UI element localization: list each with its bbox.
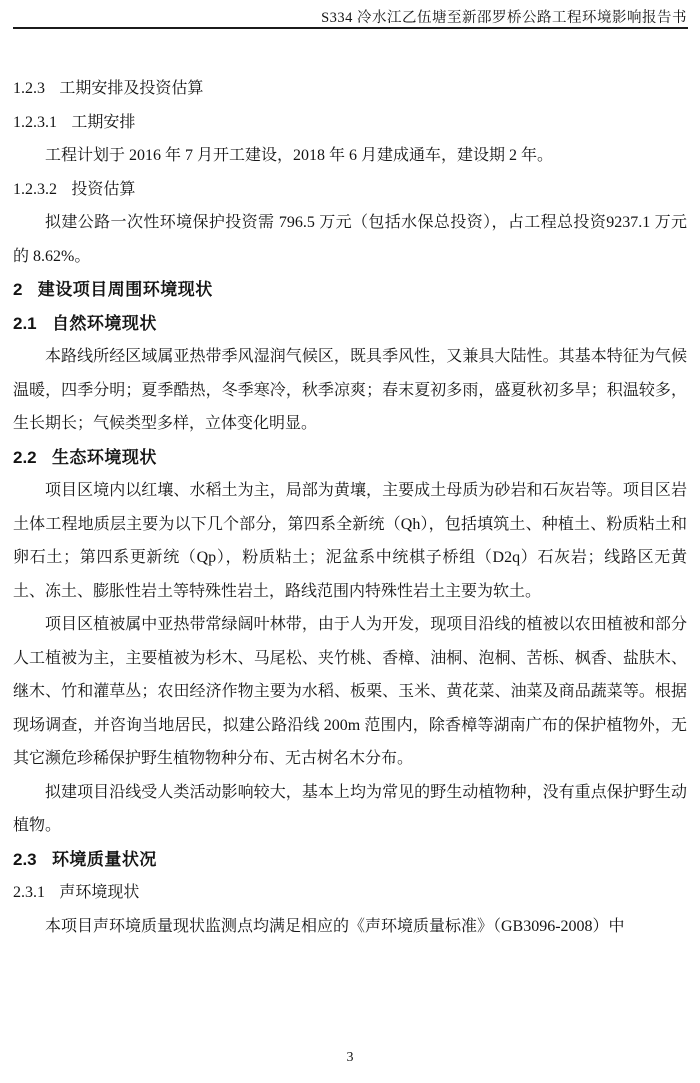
paragraph-wildlife: 拟建项目沿线受人类活动影响较大，基本上均为常见的野生动植物种，没有重点保护野生动植物。 [13,783,687,834]
heading-number: 2.3.1 [13,884,45,901]
heading-2-3-1 [13,876,687,910]
heading-title: 工期安排 [71,113,136,131]
heading-1-2-3-1 [13,106,687,140]
paragraph-investment-estimate: 拟建公路一次性环境保护投资需 796.5 万元（包括水保总投资），占工程总投资9237.1 万元的 8.62%。 [13,214,687,265]
header-rule [13,27,688,29]
heading-2-1 [13,307,687,341]
paragraph-vegetation: 项目区植被属中亚热带常绿阔叶林带，由于人为开发，现项目沿线的植被以农田植被和部分人工植被为主，主要植被为杉木、马尾松、夹竹桃、香樟、油桐、泡桐、苦栎、枫香、盐肤木、继木、竹和灌草丛；农田经济作物主要为水稻、板栗、玉米、黄花菜、油菜及商品蔬菜等。根据现场调查，并咨询当地居民，拟建公路沿线 200m 范围内，除香樟等湖南广布的保护植物外，无其它濒危珍稀保护野生植物物种分布、无古树名木分布。 [13,616,687,767]
heading-2-2 [13,441,687,475]
running-header-title: S334 冷水江乙伍塘至新邵罗桥公路工程环境影响报告书 [321,10,687,26]
heading-title: 建设项目周围环境现状 [37,280,213,299]
heading-number: 1.2.3 [13,80,45,97]
heading-title: 自然环境现状 [51,313,157,333]
heading-1-2-3-2 [13,173,687,207]
heading-number: 2.1 [13,313,37,333]
paragraph-soil-geology: 项目区境内以红壤、水稻土为主，局部为黄壤，主要成土母质为砂岩和石灰岩等。项目区岩土体工程地质层主要为以下几个部分，第四系全新统（Qh），包括填筑土、种植土、粉质粘土和卵石土；第四系更新统（Qp），粉质粘土；泥盆系中统棋子桥组（D2q）石灰岩；线路区无黄土、冻土、膨胀性岩土等特殊性岩土，路线范围内特殊性岩土主要为软土。 [13,482,687,600]
heading-number: 1.2.3.2 [13,180,57,198]
paragraph-acoustic-environment: 本项目声环境质量现状监测点均满足相应的《声环境质量标准》（GB3096-2008）中 [45,917,625,935]
heading-title: 声环境现状 [59,884,140,901]
heading-title: 生态环境现状 [51,447,157,467]
heading-number: 2 [13,280,23,299]
heading-number: 2.2 [13,447,37,467]
paragraph-climate: 本路线所经区域属亚热带季风湿润气候区，既具季风性，又兼具大陆性。其基本特征为气候温暖，四季分明；夏季酷热，冬季寒冷，秋季凉爽；春末夏初多雨，盛夏秋初多旱；积温较多，生长期长；气候类型多样，立体变化明显。 [13,348,687,432]
heading-title: 投资估算 [71,180,136,198]
document-body [13,72,687,943]
heading-1-2-3 [13,72,687,106]
heading-title: 工期安排及投资估算 [59,80,204,97]
heading-2-3 [13,843,687,877]
heading-title: 环境质量状况 [51,849,157,869]
heading-number: 2.3 [13,849,37,869]
paragraph-construction-schedule: 工程计划于 2016 年 7 月开工建设，2018 年 6 月建成通车，建设期 2 年。 [45,147,554,164]
heading-number: 1.2.3.1 [13,113,57,131]
heading-2 [13,273,687,307]
page-number: 3 [346,1050,354,1065]
